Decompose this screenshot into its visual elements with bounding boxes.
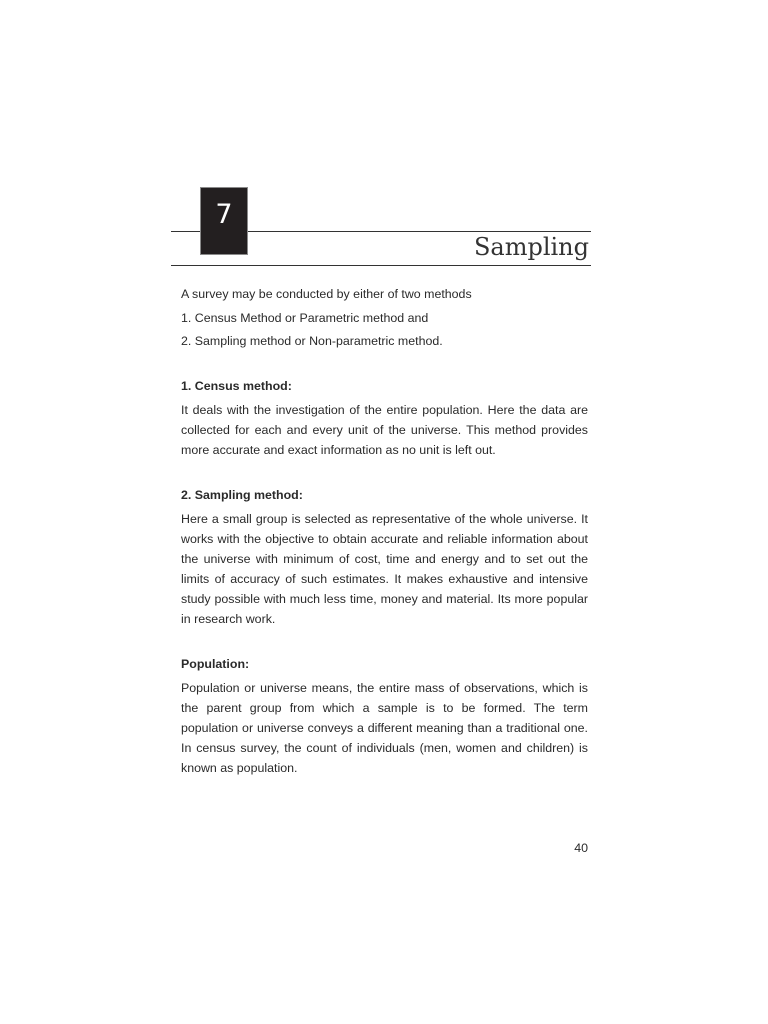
- section-spacer: [181, 629, 588, 654]
- intro-lead: A survey may be conducted by either of two methods: [181, 287, 472, 301]
- chapter-number: 7: [215, 199, 233, 230]
- header-rule-bottom: [171, 265, 591, 266]
- section-spacer: [181, 355, 588, 376]
- chapter-number-box: [200, 187, 248, 255]
- census-heading: 1. Census method:: [181, 378, 292, 393]
- section-spacer: [181, 460, 588, 485]
- sampling-heading: 2. Sampling method:: [181, 487, 303, 502]
- population-paragraph: Population or universe means, the entire mass of observations, which is the parent group from which a sample is to be formed. The term population or universe conveys a different meaning than a traditional one. In census survey, the count of individuals (men, women and children) is known as population.: [181, 680, 588, 775]
- census-paragraph: It deals with the investigation of the entire population. Here the data are collected for each and every unit of the universe. This method provides more accurate and exact information as no unit is left out.: [181, 402, 588, 457]
- chapter-title: Sampling: [473, 233, 589, 261]
- intro-item-sampling: 2. Sampling method or Non-parametric method.: [181, 334, 443, 348]
- page-body: [181, 284, 588, 778]
- population-heading: Population:: [181, 656, 250, 671]
- chapter-header: [171, 187, 591, 267]
- intro-item-census: 1. Census Method or Parametric method and: [181, 310, 429, 325]
- page-number: 40: [574, 841, 588, 855]
- sampling-paragraph: Here a small group is selected as representative of the whole universe. It works with the objective to obtain accurate and reliable information about the universe with minimum of cost, time and energy and to set out the limits of accuracy of such estimates. It makes exhaustive and intensive study possible with much less time, money and material. Its more popular in research work.: [181, 511, 588, 626]
